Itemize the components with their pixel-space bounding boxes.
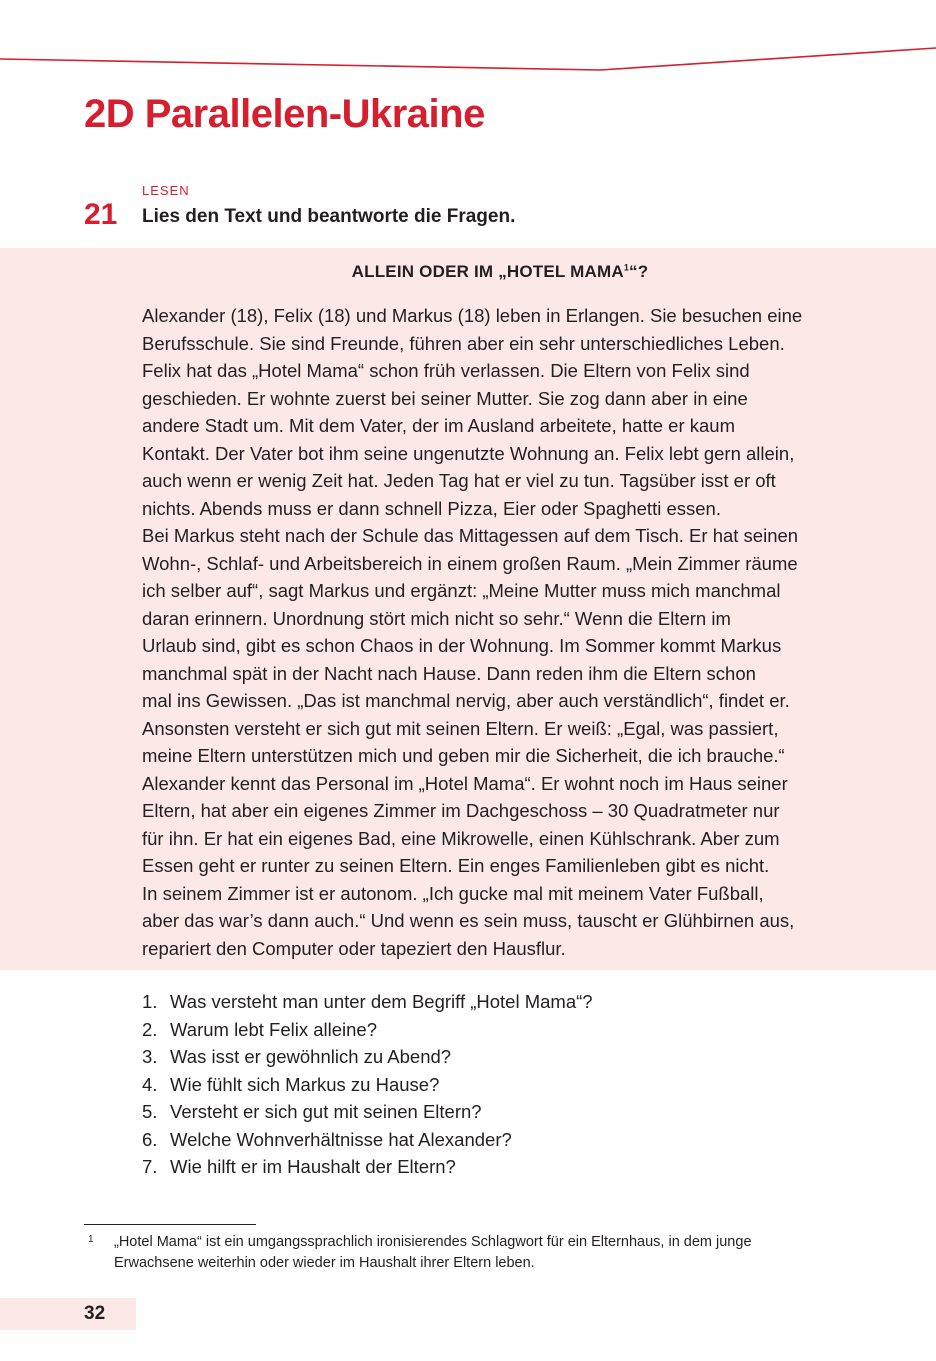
question-list [142,988,593,1181]
question-number: 6. [142,1128,158,1150]
text-line: Essen geht er runter zu seinen Eltern. Ein enges Familienleben gibt es nicht. [142,855,770,876]
text-line: Berufsschule. Sie sind Freunde, führen aber ein sehr unterschiedliches Leben. [142,332,785,354]
header-decoration-line [0,0,936,80]
question-text: Welche Wohnverhältnisse hat Alexander? [170,1128,512,1150]
text-line: nichts. Abends muss er dann schnell Pizza, Eier oder Spaghetti essen. [142,497,721,519]
reading-text-title-end: “? [629,262,649,281]
text-line: manchmal spät in der Nacht nach Hause. Dann reden ihm die Eltern schon [142,662,756,684]
footnote-divider [84,1224,256,1225]
text-line: meine Eltern unterstützen mich und geben mir die Sicherheit, die ich brauche.“ [142,745,785,766]
reading-text-title [0,262,936,282]
exercise-instruction: Lies den Text und beantworte die Fragen. [142,206,516,227]
page-number-box [0,1298,136,1330]
text-line: Wohn-, Schlaf- und Arbeitsbereich in einem großen Raum. „Mein Zimmer räume [142,552,798,574]
text-line: Ansonsten versteht er sich gut mit seinen Eltern. Er weiß: „Egal, was passiert, [142,717,779,739]
question-item [142,1043,593,1071]
question-number: 4. [142,1073,158,1095]
question-number: 7. [142,1156,158,1177]
text-line: Kontakt. Der Vater bot ihm seine ungenutzte Wohnung an. Felix lebt gern allein, [142,442,795,464]
chapter-title: 2D Parallelen-Ukraine [84,92,485,136]
exercise-number: 21 [84,198,118,231]
text-line: daran erinnern. Unordnung stört mich nicht so sehr.“ Wenn die Eltern im [142,607,731,629]
reading-text-body [142,302,872,962]
footnote-text [114,1232,874,1274]
question-item [142,1153,593,1181]
question-text: Versteht er sich gut mit seinen Eltern? [170,1101,482,1122]
footnote-line: „Hotel Mama“ ist ein umgangssprachlich ironisierendes Schlagwort für ein Elternhaus, in dem junge [114,1234,752,1250]
question-number: 1. [142,991,158,1012]
question-text: Wie hilft er im Haushalt der Eltern? [170,1156,456,1177]
text-line: Felix hat das „Hotel Mama“ schon früh verlassen. Die Eltern von Felix sind [142,360,750,381]
text-line: auch wenn er wenig Zeit hat. Jeden Tag hat er viel zu tun. Tagsüber isst er oft [142,470,776,491]
question-item [142,1016,593,1044]
text-line: aber das war’s dann auch.“ Und wenn es sein muss, tauscht er Glühbirnen aus, [142,910,795,931]
question-text: Was isst er gewöhnlich zu Abend? [170,1046,452,1067]
text-line: Urlaub sind, gibt es schon Chaos in der Wohnung. Im Sommer kommt Markus [142,635,782,656]
question-item [142,1071,593,1099]
section-label: LESEN [142,183,190,198]
question-item [142,988,593,1016]
question-text: Wie fühlt sich Markus zu Hause? [170,1073,440,1095]
question-number: 3. [142,1046,158,1067]
text-line: Eltern, hat aber ein eigenes Zimmer im Dachgeschoss – 30 Quadratmeter nur [142,800,780,821]
text-line: repariert den Computer oder tapeziert den Hausflur. [142,937,566,959]
text-line: Alexander kennt das Personal im „Hotel Mama“. Er wohnt noch im Haus seiner [142,772,788,794]
question-item [142,1098,593,1126]
text-line: geschieden. Er wohnte zuerst bei seiner Mutter. Sie zog dann aber in eine [142,387,748,409]
text-line: für ihn. Er hat ein eigenes Bad, eine Mikrowelle, einen Kühlschrank. Aber zum [142,827,780,849]
text-line: Bei Markus steht nach der Schule das Mittagessen auf dem Tisch. Er hat seinen [142,525,799,546]
footnote-mark: 1 [88,1234,94,1245]
question-item [142,1126,593,1154]
question-text: Warum lebt Felix alleine? [170,1018,378,1040]
text-line: andere Stadt um. Mit dem Vater, der im Ausland arbeitete, hatte er kaum [142,415,735,436]
footnote-reference: 1 [623,262,630,273]
question-text: Was versteht man unter dem Begriff „Hotel Mama“? [170,991,593,1012]
question-number: 5. [142,1101,158,1122]
text-line: ich selber auf“, sagt Markus und ergänzt: „Meine Mutter muss mich manchmal [142,580,781,601]
page-number: 32 [84,1303,106,1324]
text-line: In seinem Zimmer ist er autonom. „Ich gucke mal mit meinem Vater Fußball, [142,882,764,904]
text-line: Alexander (18), Felix (18) und Markus (18) leben in Erlangen. Sie besuchen eine [142,305,803,326]
question-number: 2. [142,1018,158,1040]
reading-text-title-main: ALLEIN ODER IM „HOTEL MAMA [351,262,624,281]
footnote-line: Erwachsene weiterhin oder wieder im Haushalt ihrer Eltern leben. [114,1255,535,1271]
text-line: mal ins Gewissen. „Das ist manchmal nervig, aber auch verständlich“, findet er. [142,690,790,711]
